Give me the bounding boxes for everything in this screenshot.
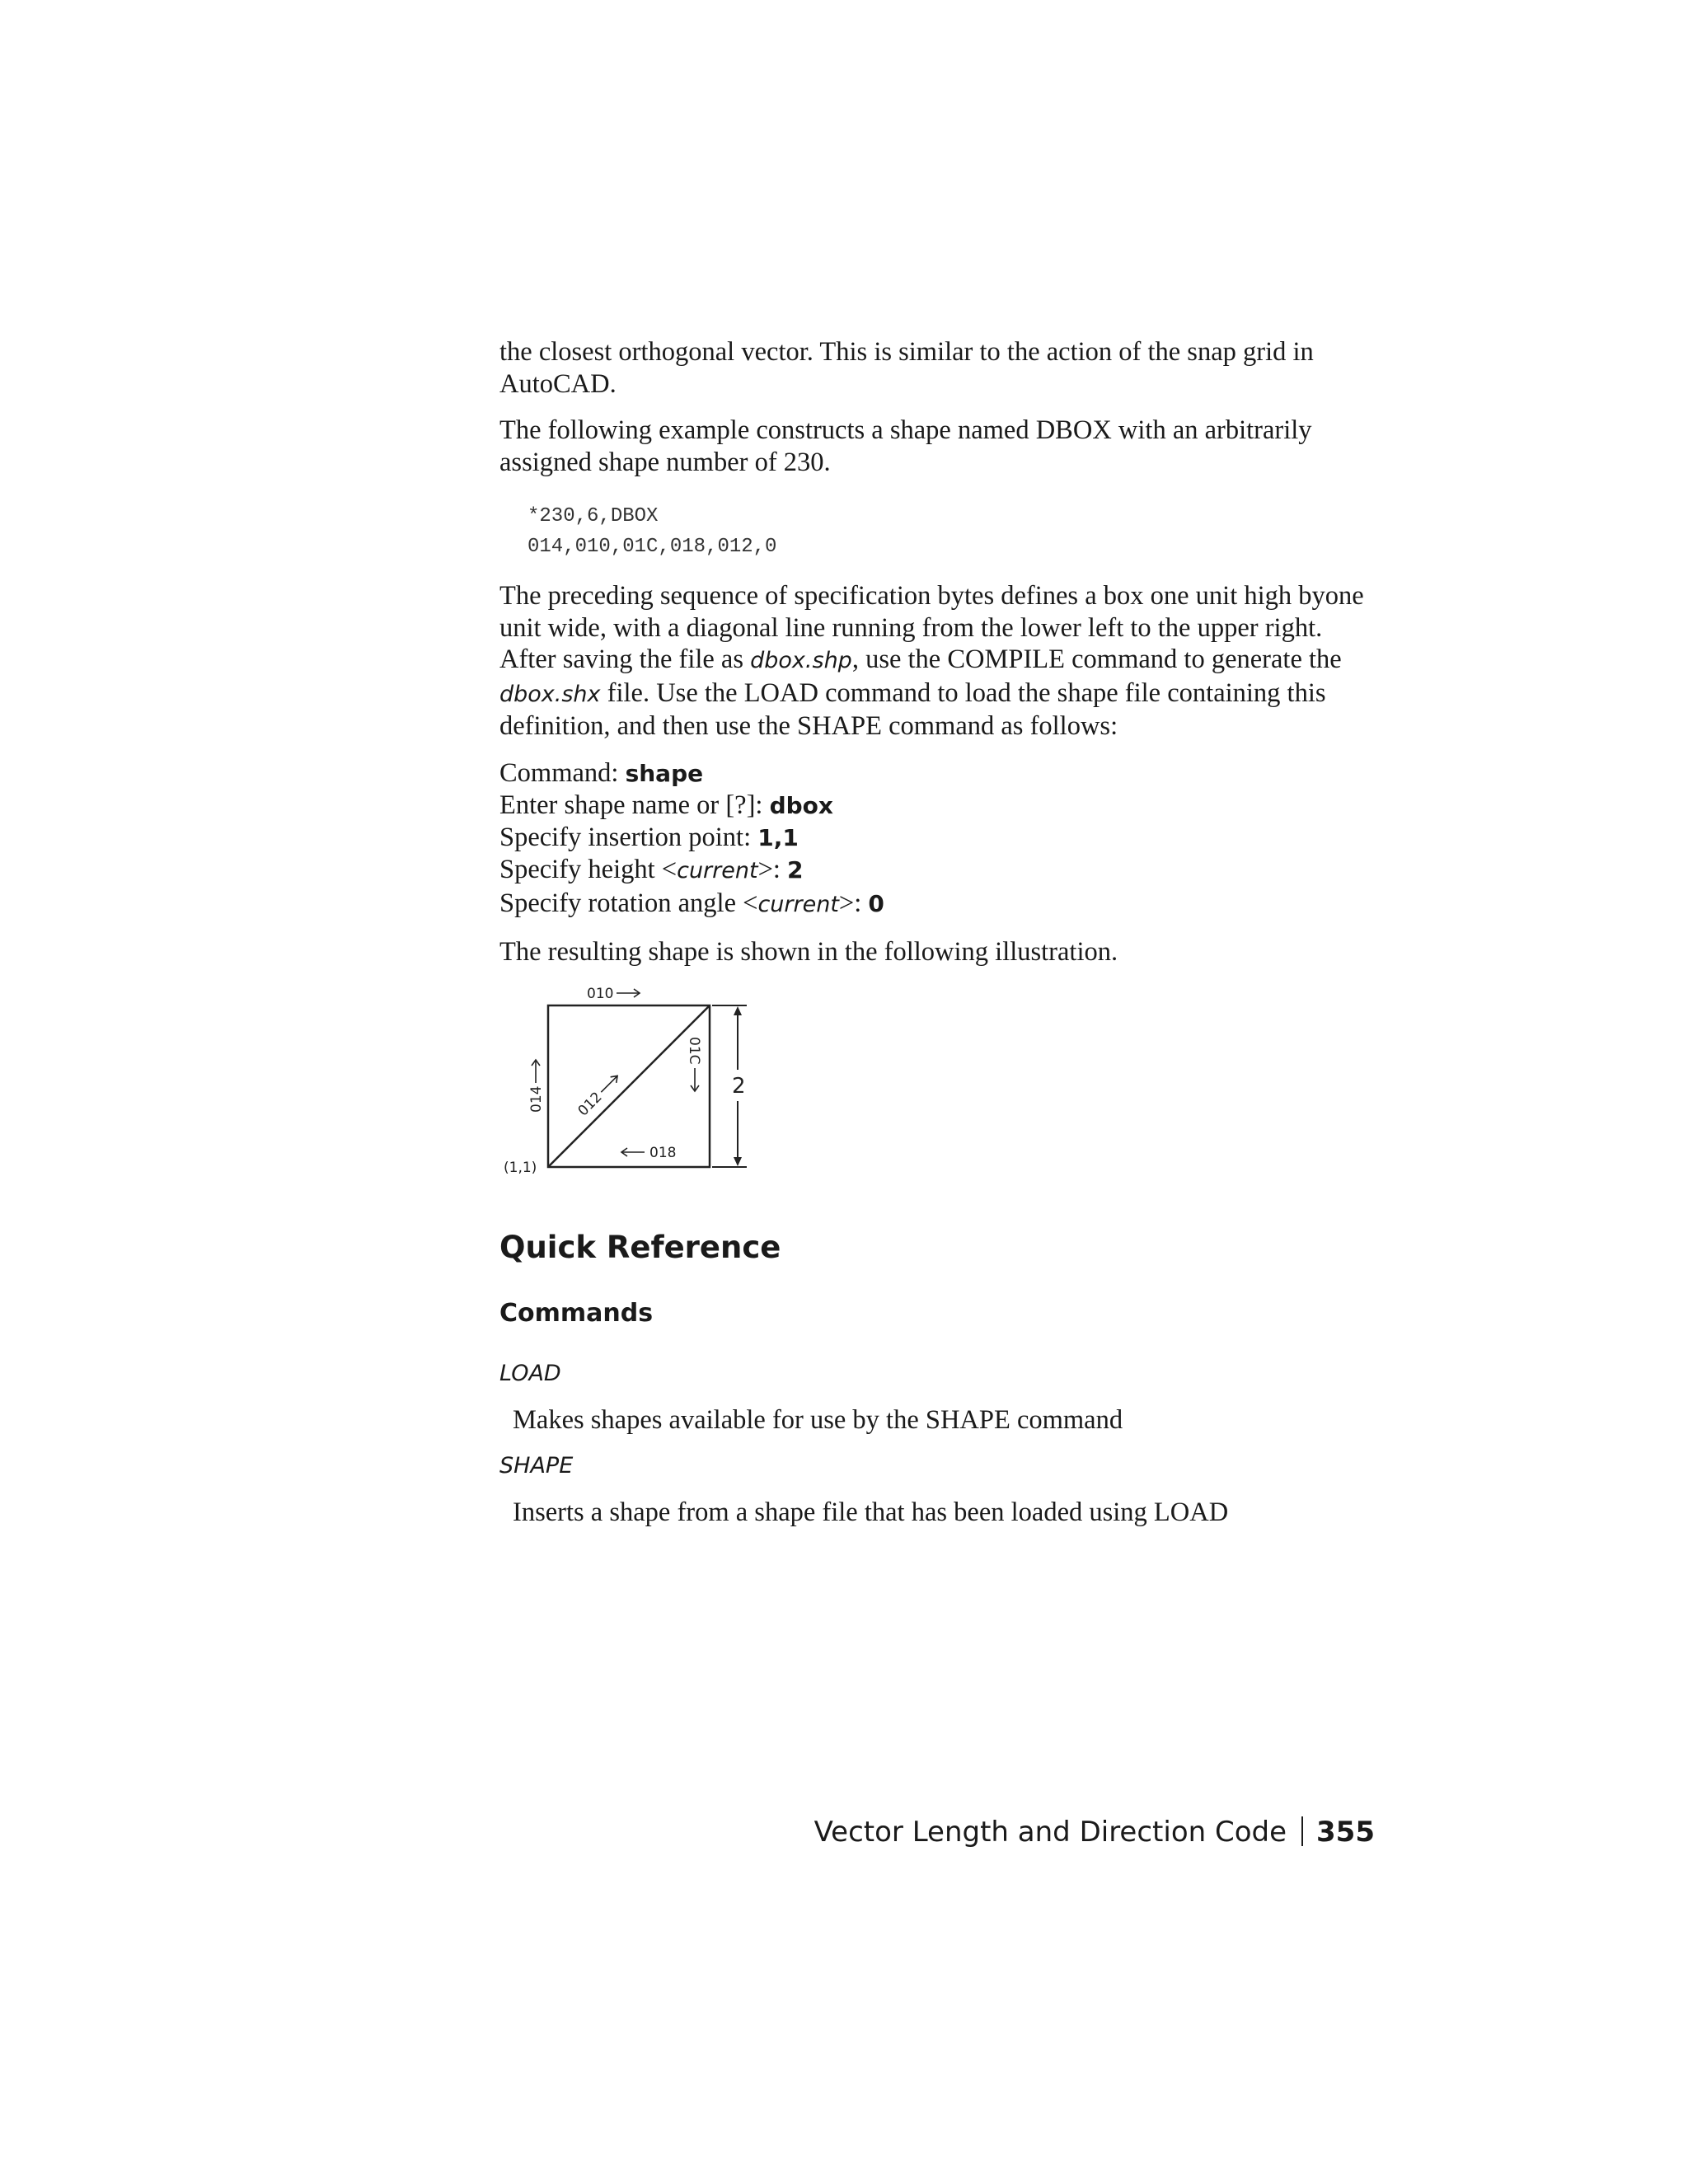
command-description-load: Makes shapes available for use by the SHAPE command bbox=[513, 1405, 1123, 1436]
footer-section-title: Vector Length and Direction Code bbox=[814, 1816, 1287, 1849]
code-line: *230,6,DBOX bbox=[528, 505, 659, 527]
footer-separator bbox=[1301, 1816, 1303, 1846]
vector-label-diagonal: 012 bbox=[574, 1089, 606, 1120]
command-prompt: Command: bbox=[499, 757, 626, 788]
vector-label-bottom: 018 bbox=[649, 1145, 677, 1162]
command-prompt: Enter shape name or [?]: bbox=[499, 790, 770, 820]
command-prompt: Specify rotation angle < bbox=[499, 888, 758, 918]
arrow-diagonal-icon bbox=[598, 1073, 621, 1095]
command-term-load: LOAD bbox=[499, 1361, 561, 1387]
paragraph-snap-grid: the closest orthogonal vector. This is similar to the action of the snap grid in AutoCAD. bbox=[499, 337, 1314, 399]
command-input: 2 bbox=[787, 856, 804, 884]
page-number: 355 bbox=[1316, 1816, 1375, 1849]
paragraph-dbox-intro: The following example constructs a shape named DBOX with an arbitrarily assigned shape number of 230. bbox=[499, 415, 1312, 477]
command-prompt: >: bbox=[838, 888, 869, 918]
dimension-label: 2 bbox=[732, 1074, 746, 1099]
vector-label-top: 010 bbox=[587, 986, 614, 1003]
command-input: 0 bbox=[868, 889, 884, 917]
origin-label: (1,1) bbox=[504, 1160, 537, 1177]
command-description-shape: Inserts a shape from a shape file that has been loaded using LOAD bbox=[513, 1497, 1229, 1528]
command-sequence bbox=[499, 757, 1375, 921]
dimension-arrow-up bbox=[734, 1006, 742, 1015]
arrow-right-icon bbox=[617, 989, 640, 997]
command-input: dbox bbox=[769, 791, 833, 819]
vector-label-left: 014 bbox=[528, 1086, 545, 1113]
page-footer bbox=[814, 1816, 1375, 1849]
text-run: The preceding sequence of specification bytes defines a box one unit high byone unit wide, with a diagonal line running from the lower left to the upper right. After saving the file as bbox=[499, 581, 1364, 674]
paragraph-spec-bytes bbox=[499, 580, 1375, 743]
command-line bbox=[499, 757, 1375, 790]
dbox-shape-figure bbox=[499, 984, 755, 1190]
diagonal-line bbox=[548, 1005, 710, 1167]
vector-label-right: 01C bbox=[686, 1037, 702, 1065]
command-line bbox=[499, 854, 1375, 887]
command-line bbox=[499, 790, 1375, 822]
dimension-arrow-down bbox=[734, 1157, 742, 1166]
code-line: 014,010,01C,018,012,0 bbox=[528, 536, 777, 558]
command-variable: current bbox=[757, 891, 839, 917]
arrow-up-icon bbox=[532, 1060, 540, 1083]
command-input: shape bbox=[625, 759, 704, 787]
command-input: 1,1 bbox=[757, 824, 799, 852]
filename-shp: dbox.shp bbox=[750, 648, 852, 673]
filename-shx: dbox.shx bbox=[499, 681, 601, 707]
command-term-shape: SHAPE bbox=[499, 1453, 574, 1479]
page-content bbox=[499, 336, 1375, 1544]
arrow-left-icon bbox=[621, 1148, 645, 1156]
command-prompt: Specify height < bbox=[499, 855, 678, 885]
command-line bbox=[499, 888, 1375, 921]
arrow-down-icon bbox=[691, 1068, 699, 1091]
code-block bbox=[528, 501, 1375, 562]
text-run: file. Use the LOAD command to load the shape file containing this definition, and then use the SHAPE command as follows: bbox=[499, 677, 1326, 741]
quick-reference-heading: Quick Reference bbox=[499, 1230, 781, 1266]
command-prompt: Specify insertion point: bbox=[499, 823, 758, 853]
text-run: , use the COMPILE command to generate the bbox=[851, 644, 1342, 674]
commands-subheading: Commands bbox=[499, 1299, 654, 1329]
paragraph-illustration-intro: The resulting shape is shown in the following illustration. bbox=[499, 936, 1118, 967]
command-variable: current bbox=[677, 858, 758, 884]
command-prompt: >: bbox=[757, 855, 788, 885]
command-line bbox=[499, 822, 1375, 854]
